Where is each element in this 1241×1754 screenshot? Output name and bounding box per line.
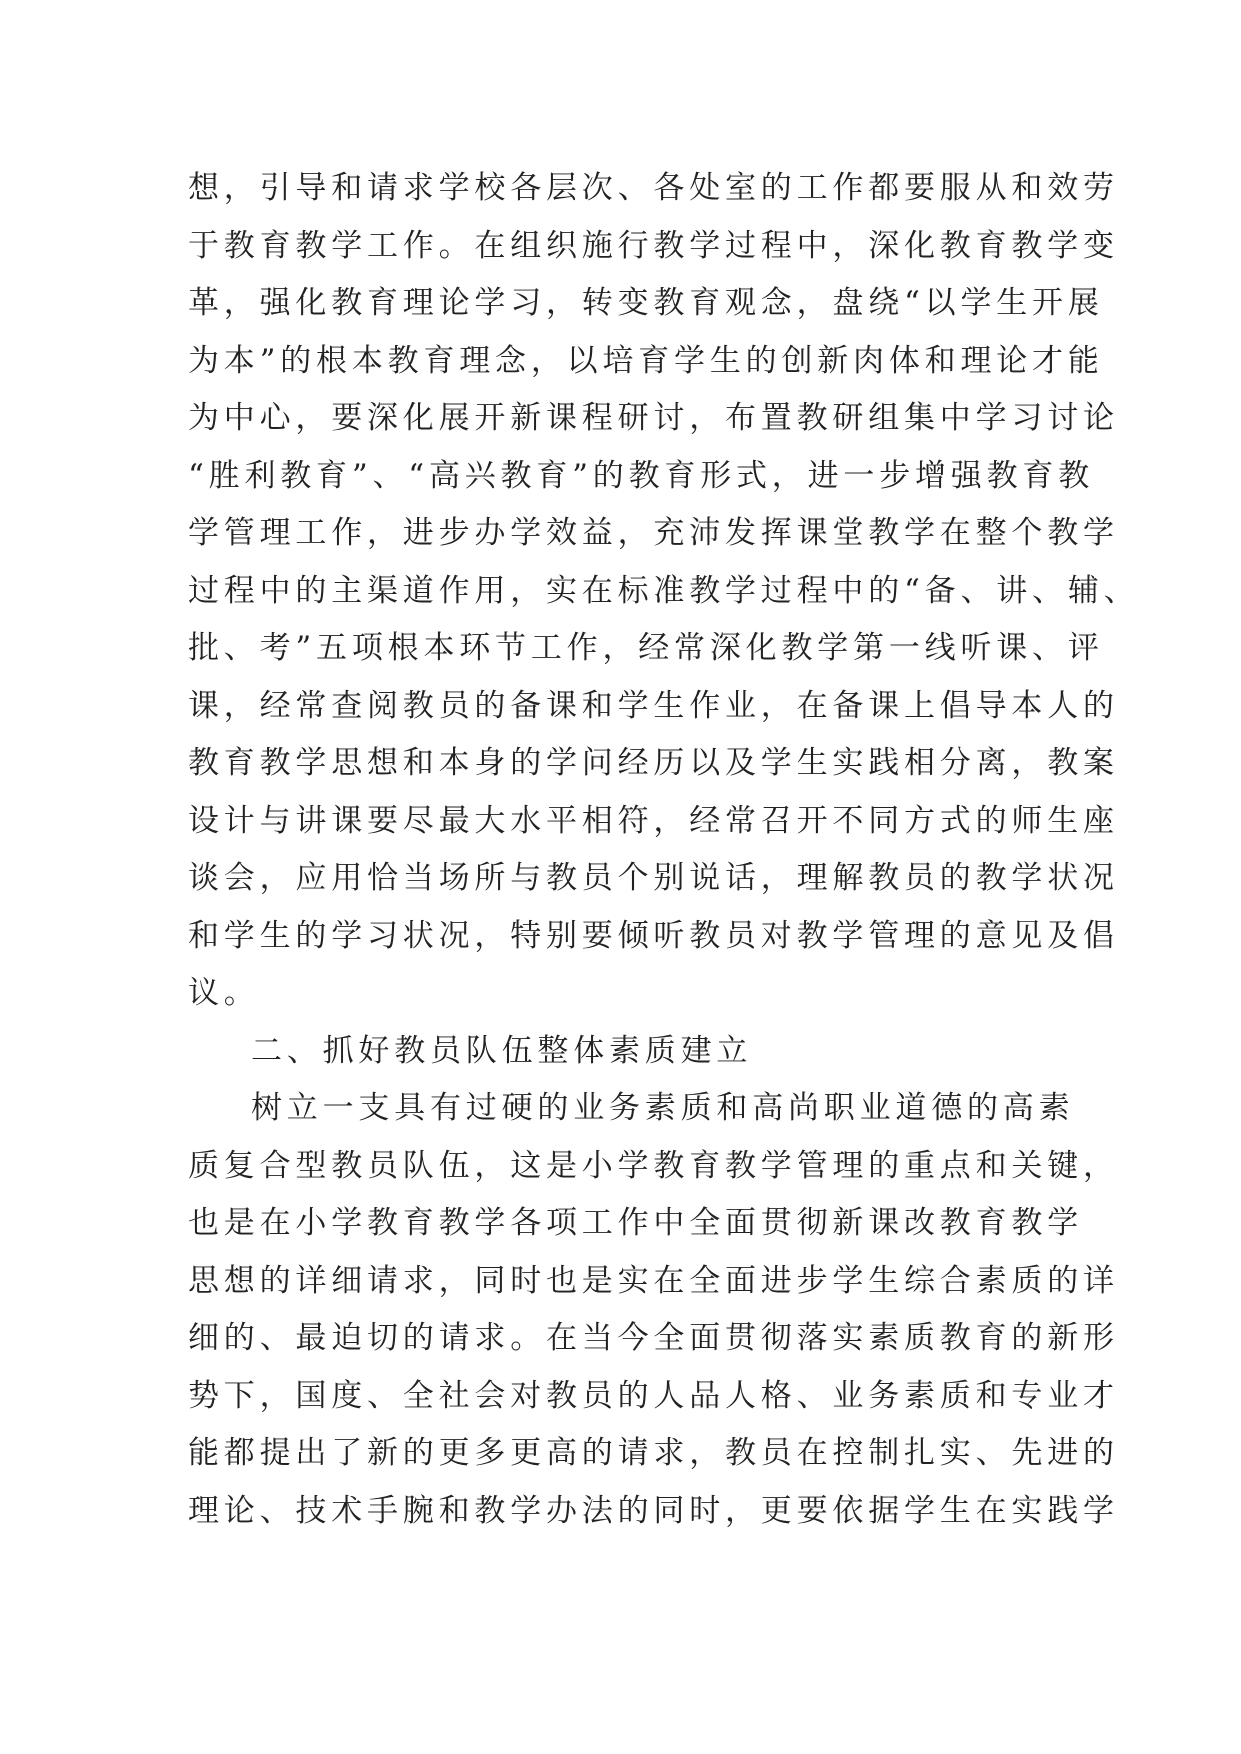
text-line: 势下，国度、全社会对教员的人品人格、业务素质和专业才	[188, 1377, 1119, 1414]
text-line: 理论、技术手腕和教学办法的同时，更要依据学生在实践学	[188, 1492, 1119, 1529]
text-line: 思想的详细请求，同时也是实在全面进步学生综合素质的详	[188, 1262, 1119, 1299]
text-line: 过程中的主渠道作用，实在标准教学过程中的“备、讲、辅、	[188, 572, 1140, 609]
text-line: 设计与讲课要尽最大水平相符，经常召开不同方式的师生座	[188, 802, 1119, 839]
text-line: 能都提出了新的更多更高的请求，教员在控制扎实、先进的	[188, 1435, 1119, 1471]
text-line: 为本”的根本教育理念，以培育学生的创新肉体和理论才能	[188, 342, 1104, 379]
text-line: 课，经常查阅教员的备课和学生作业，在备课上倡导本人的	[188, 687, 1119, 724]
text-line: 谈会，应用恰当场所与教员个别说话，理解教员的教学状况	[188, 860, 1119, 896]
text-line: 革，强化教育理论学习，转变教育观念，盘绕“以学生开展	[188, 285, 1104, 321]
text-line: 于教育教学工作。在组织施行教学过程中，深化教育教学变	[188, 227, 1119, 264]
text-line: 和学生的学习状况，特别要倾听教员对教学管理的意见及倡	[188, 917, 1119, 954]
section-heading: 二、抓好教员队伍整体素质建立	[251, 1032, 753, 1069]
text-line: 想，引导和请求学校各层次、各处室的工作都要服从和效劳	[188, 170, 1119, 206]
body-text	[188, 160, 1140, 1540]
text-line: 学管理工作，进步办学效益，充沛发挥课堂教学在整个教学	[188, 515, 1119, 551]
text-line: 为中心，要深化展开新课程研讨，布置教研组集中学习讨论	[188, 400, 1119, 436]
text-line: “胜利教育”、“高兴教育”的教育形式，进一步增强教育教	[188, 457, 1094, 494]
text-line: 细的、最迫切的请求。在当今全面贯彻落实素质教育的新形	[188, 1320, 1119, 1356]
text-line: 教育教学思想和本身的学问经历以及学生实践相分离，教案	[188, 745, 1119, 781]
paragraph-first-line: 树立一支具有过硬的业务素质和高尚职业道德的高素	[251, 1090, 1075, 1126]
text-line: 批、考”五项根本环节工作，经常深化教学第一线听课、评	[188, 630, 1104, 666]
text-line: 议。	[188, 975, 260, 1011]
text-line: 质复合型教员队伍，这是小学教育教学管理的重点和关键，	[188, 1147, 1119, 1184]
text-line: 也是在小学教育教学各项工作中全面贯彻新课改教育教学	[188, 1205, 1083, 1241]
